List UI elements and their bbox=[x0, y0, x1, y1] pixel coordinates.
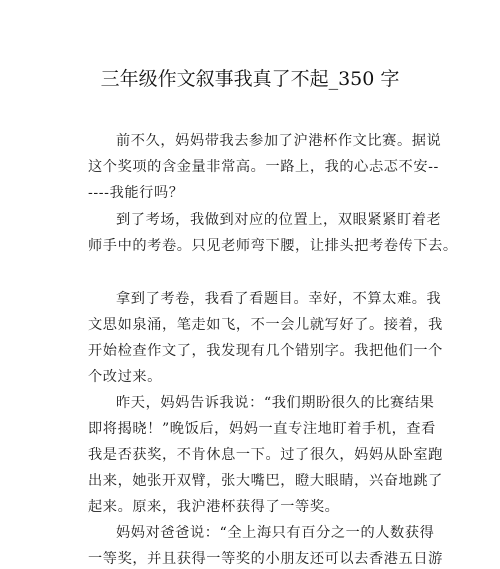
paragraph-4-line-3: 我是否获奖，不肯休息一下。过了很久，妈妈从卧室跑 bbox=[88, 447, 443, 463]
document-title: 三年级作文叙事我真了不起_350 字 bbox=[100, 68, 400, 90]
paragraph-3-line-4: 个改过来。 bbox=[88, 369, 162, 385]
paragraph-2-line-2: 师手中的考卷。只见老师弯下腰，让排头把考卷传下去。 bbox=[88, 238, 458, 254]
paragraph-4-line-1: 昨天，妈妈告诉我说：“我们期盼很久的比赛结果 bbox=[116, 395, 435, 411]
paragraph-3-line-3: 开始检查作文了，我发现有几个错别字。我把他们一个 bbox=[88, 343, 443, 359]
paragraph-4-line-2: 即将揭晓！”晚饭后，妈妈一直专注地盯着手机，查看 bbox=[88, 421, 436, 437]
paragraph-5-line-1: 妈妈对爸爸说：“全上海只有百分之一的人数获得 bbox=[116, 525, 435, 541]
paragraph-4-line-4: 出来，她张开双臂，张大嘴巴，瞪大眼睛，兴奋地跳了 bbox=[88, 473, 443, 489]
paragraph-2-line-1: 到了考场，我做到对应的位置上，双眼紧紧盯着老 bbox=[116, 212, 442, 228]
paragraph-4-line-5: 起来。原来，我沪港杯获得了一等奖。 bbox=[88, 499, 340, 515]
paragraph-3-line-1: 拿到了考卷，我看了看题目。幸好，不算太难。我 bbox=[116, 291, 442, 307]
paragraph-1-line-1: 前不久，妈妈带我去参加了沪港杯作文比赛。据说 bbox=[116, 133, 442, 149]
paragraph-3-line-2: 文思如泉涌，笔走如飞，不一会儿就写好了。接着，我 bbox=[88, 317, 443, 333]
paragraph-1-line-2: 这个奖项的含金量非常高。一路上，我的心忐忑不安-- bbox=[88, 159, 439, 175]
paragraph-5-line-2: 一等奖，并且获得一等奖的小朋友还可以去香港五日游 bbox=[88, 551, 443, 567]
paragraph-1-line-3: ----我能行吗？ bbox=[88, 185, 184, 201]
